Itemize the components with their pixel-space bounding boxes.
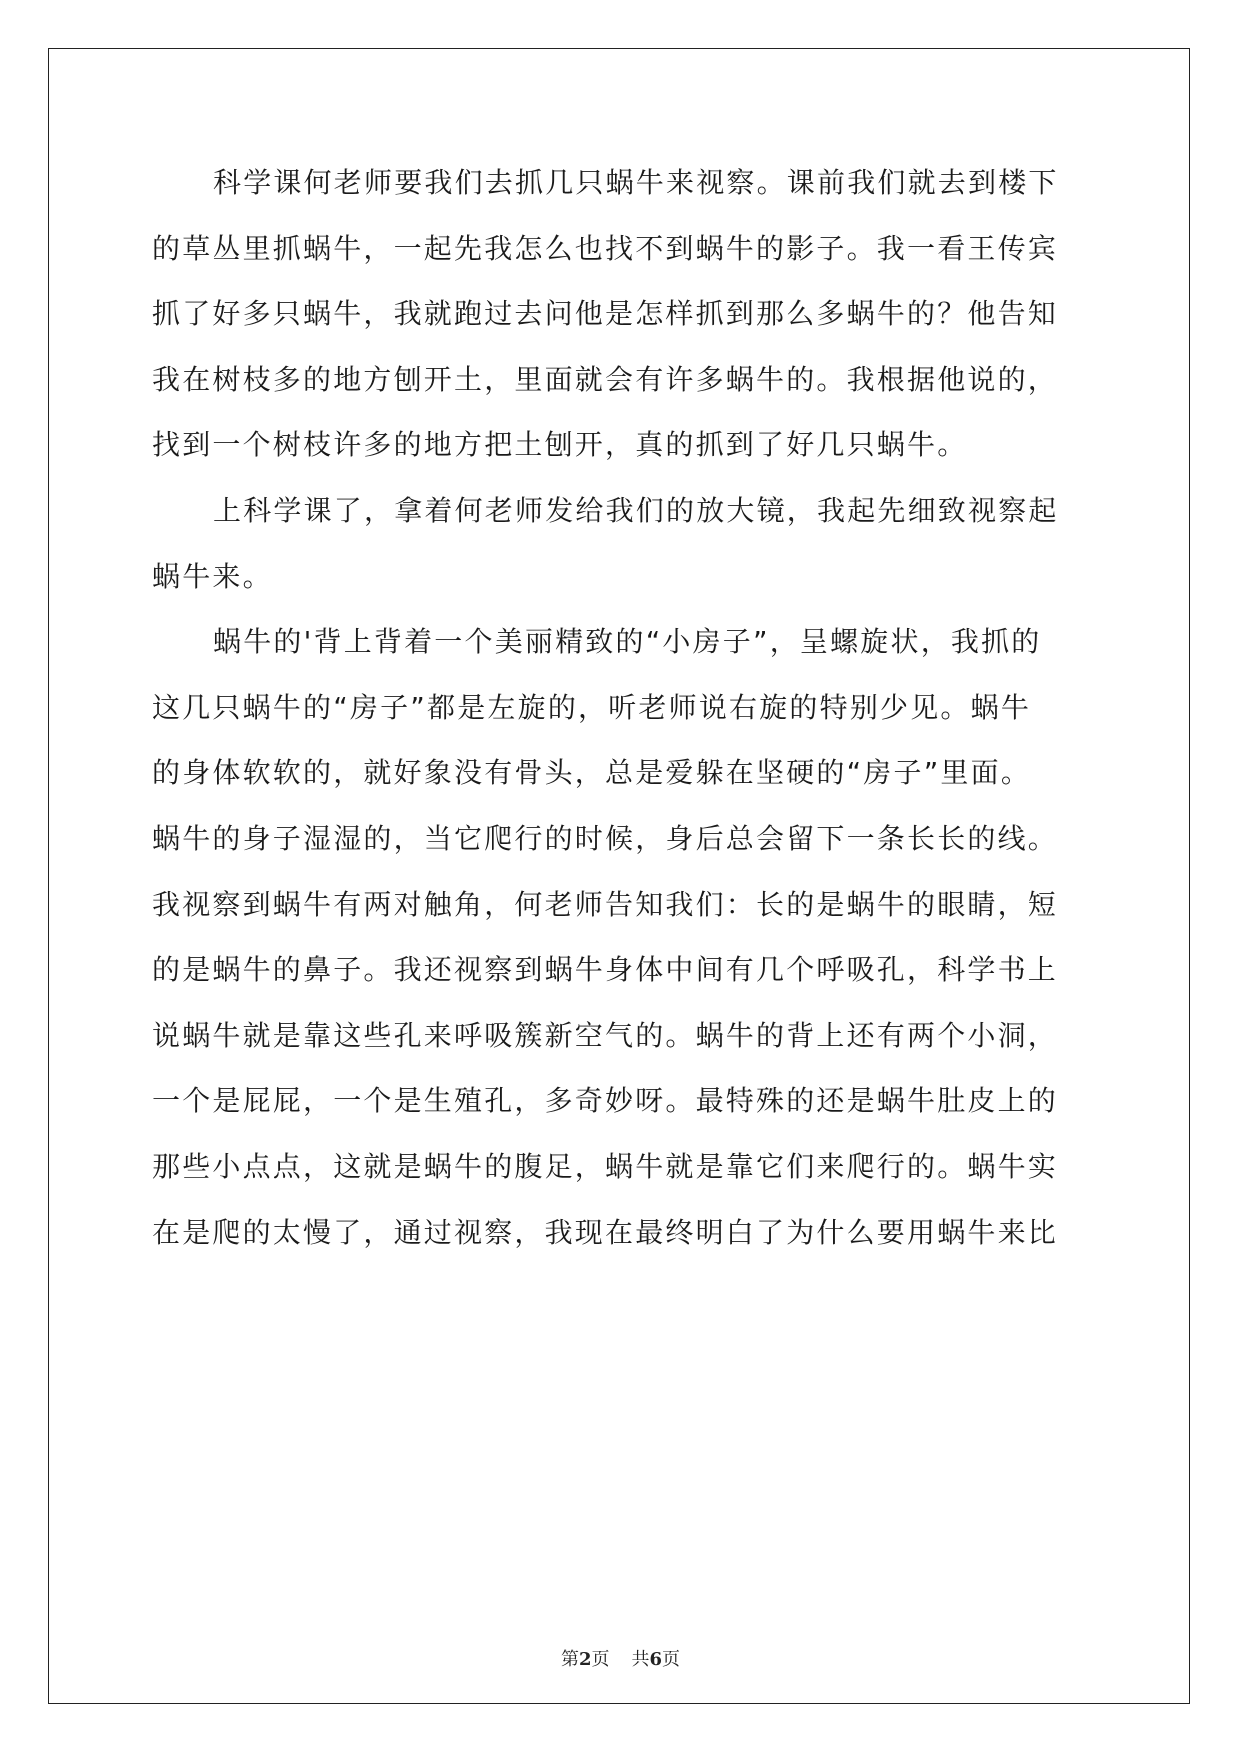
footer-page-suffix: 页 (591, 1649, 610, 1670)
paragraph-3-line-1: 蜗牛的'背上背着一个美丽精致的“小房子”，呈螺旋状，我抓的 (213, 625, 1042, 659)
current-page-number: 2 (578, 1649, 592, 1670)
footer-total-prefix: 共 (631, 1649, 650, 1670)
paragraph-3-line-9: 那些小点点，这就是蜗牛的腹足，蜗牛就是靠它们来爬行的。蜗牛实 (152, 1149, 1059, 1183)
paragraph-1-line-1: 科学课何老师要我们去抓几只蜗牛来视察。课前我们就去到楼下 (213, 166, 1059, 199)
paragraph-3-line-8: 一个是屁屁，一个是生殖孔，多奇妙呀。最特殊的还是蜗牛肚皮上的 (152, 1084, 1059, 1118)
paragraph-1-line-3: 抓了好多只蜗牛，我就跑过去问他是怎样抓到那么多蜗牛的？他告知 (152, 297, 1059, 331)
paragraph-3-line-6: 的是蜗牛的鼻子。我还视察到蜗牛身体中间有几个呼吸孔，科学书上 (152, 953, 1059, 987)
paragraph-1-line-2: 的草丛里抓蜗牛，一起先我怎么也找不到蜗牛的影子。我一看王传宾 (152, 231, 1059, 265)
paragraph-3-line-10: 在是爬的太慢了，通过视察，我现在最终明白了为什么要用蜗牛来比 (152, 1215, 1059, 1249)
paragraph-3-line-3: 的身体软软的，就好象没有骨头，总是爱躲在坚硬的“房子”里面。 (152, 756, 1032, 790)
paragraph-3-line-4: 蜗牛的身子湿湿的，当它爬行的时候，身后总会留下一条长长的线。 (152, 821, 1059, 855)
document-body (152, 150, 1087, 1265)
paragraph-3-line-5: 我视察到蜗牛有两对触角，何老师告知我们：长的是蜗牛的眼睛，短 (152, 887, 1059, 921)
paragraph-1-line-4: 我在树枝多的地方刨开土，里面就会有许多蜗牛的。我根据他说的， (152, 362, 1059, 396)
paragraph-3-line-7: 说蜗牛就是靠这些孔来呼吸簇新空气的。蜗牛的背上还有两个小洞， (152, 1018, 1059, 1052)
paragraph-2-line-2: 蜗牛来。 (152, 559, 273, 593)
paragraph-2-line-1: 上科学课了，拿着何老师发给我们的放大镜，我起先细致视察起 (213, 493, 1059, 527)
paragraph-3-line-2: 这几只蜗牛的“房子”都是左旋的，听老师说右旋的特别少见。蜗牛 (152, 690, 1032, 724)
footer-total-suffix: 页 (662, 1649, 681, 1670)
total-page-number: 6 (649, 1649, 663, 1670)
paragraph-1-line-5: 找到一个树枝许多的地方把土刨开，真的抓到了好几只蜗牛。 (152, 428, 968, 462)
page-number-footer (0, 1645, 1241, 1671)
footer-prefix: 第 (560, 1649, 579, 1670)
